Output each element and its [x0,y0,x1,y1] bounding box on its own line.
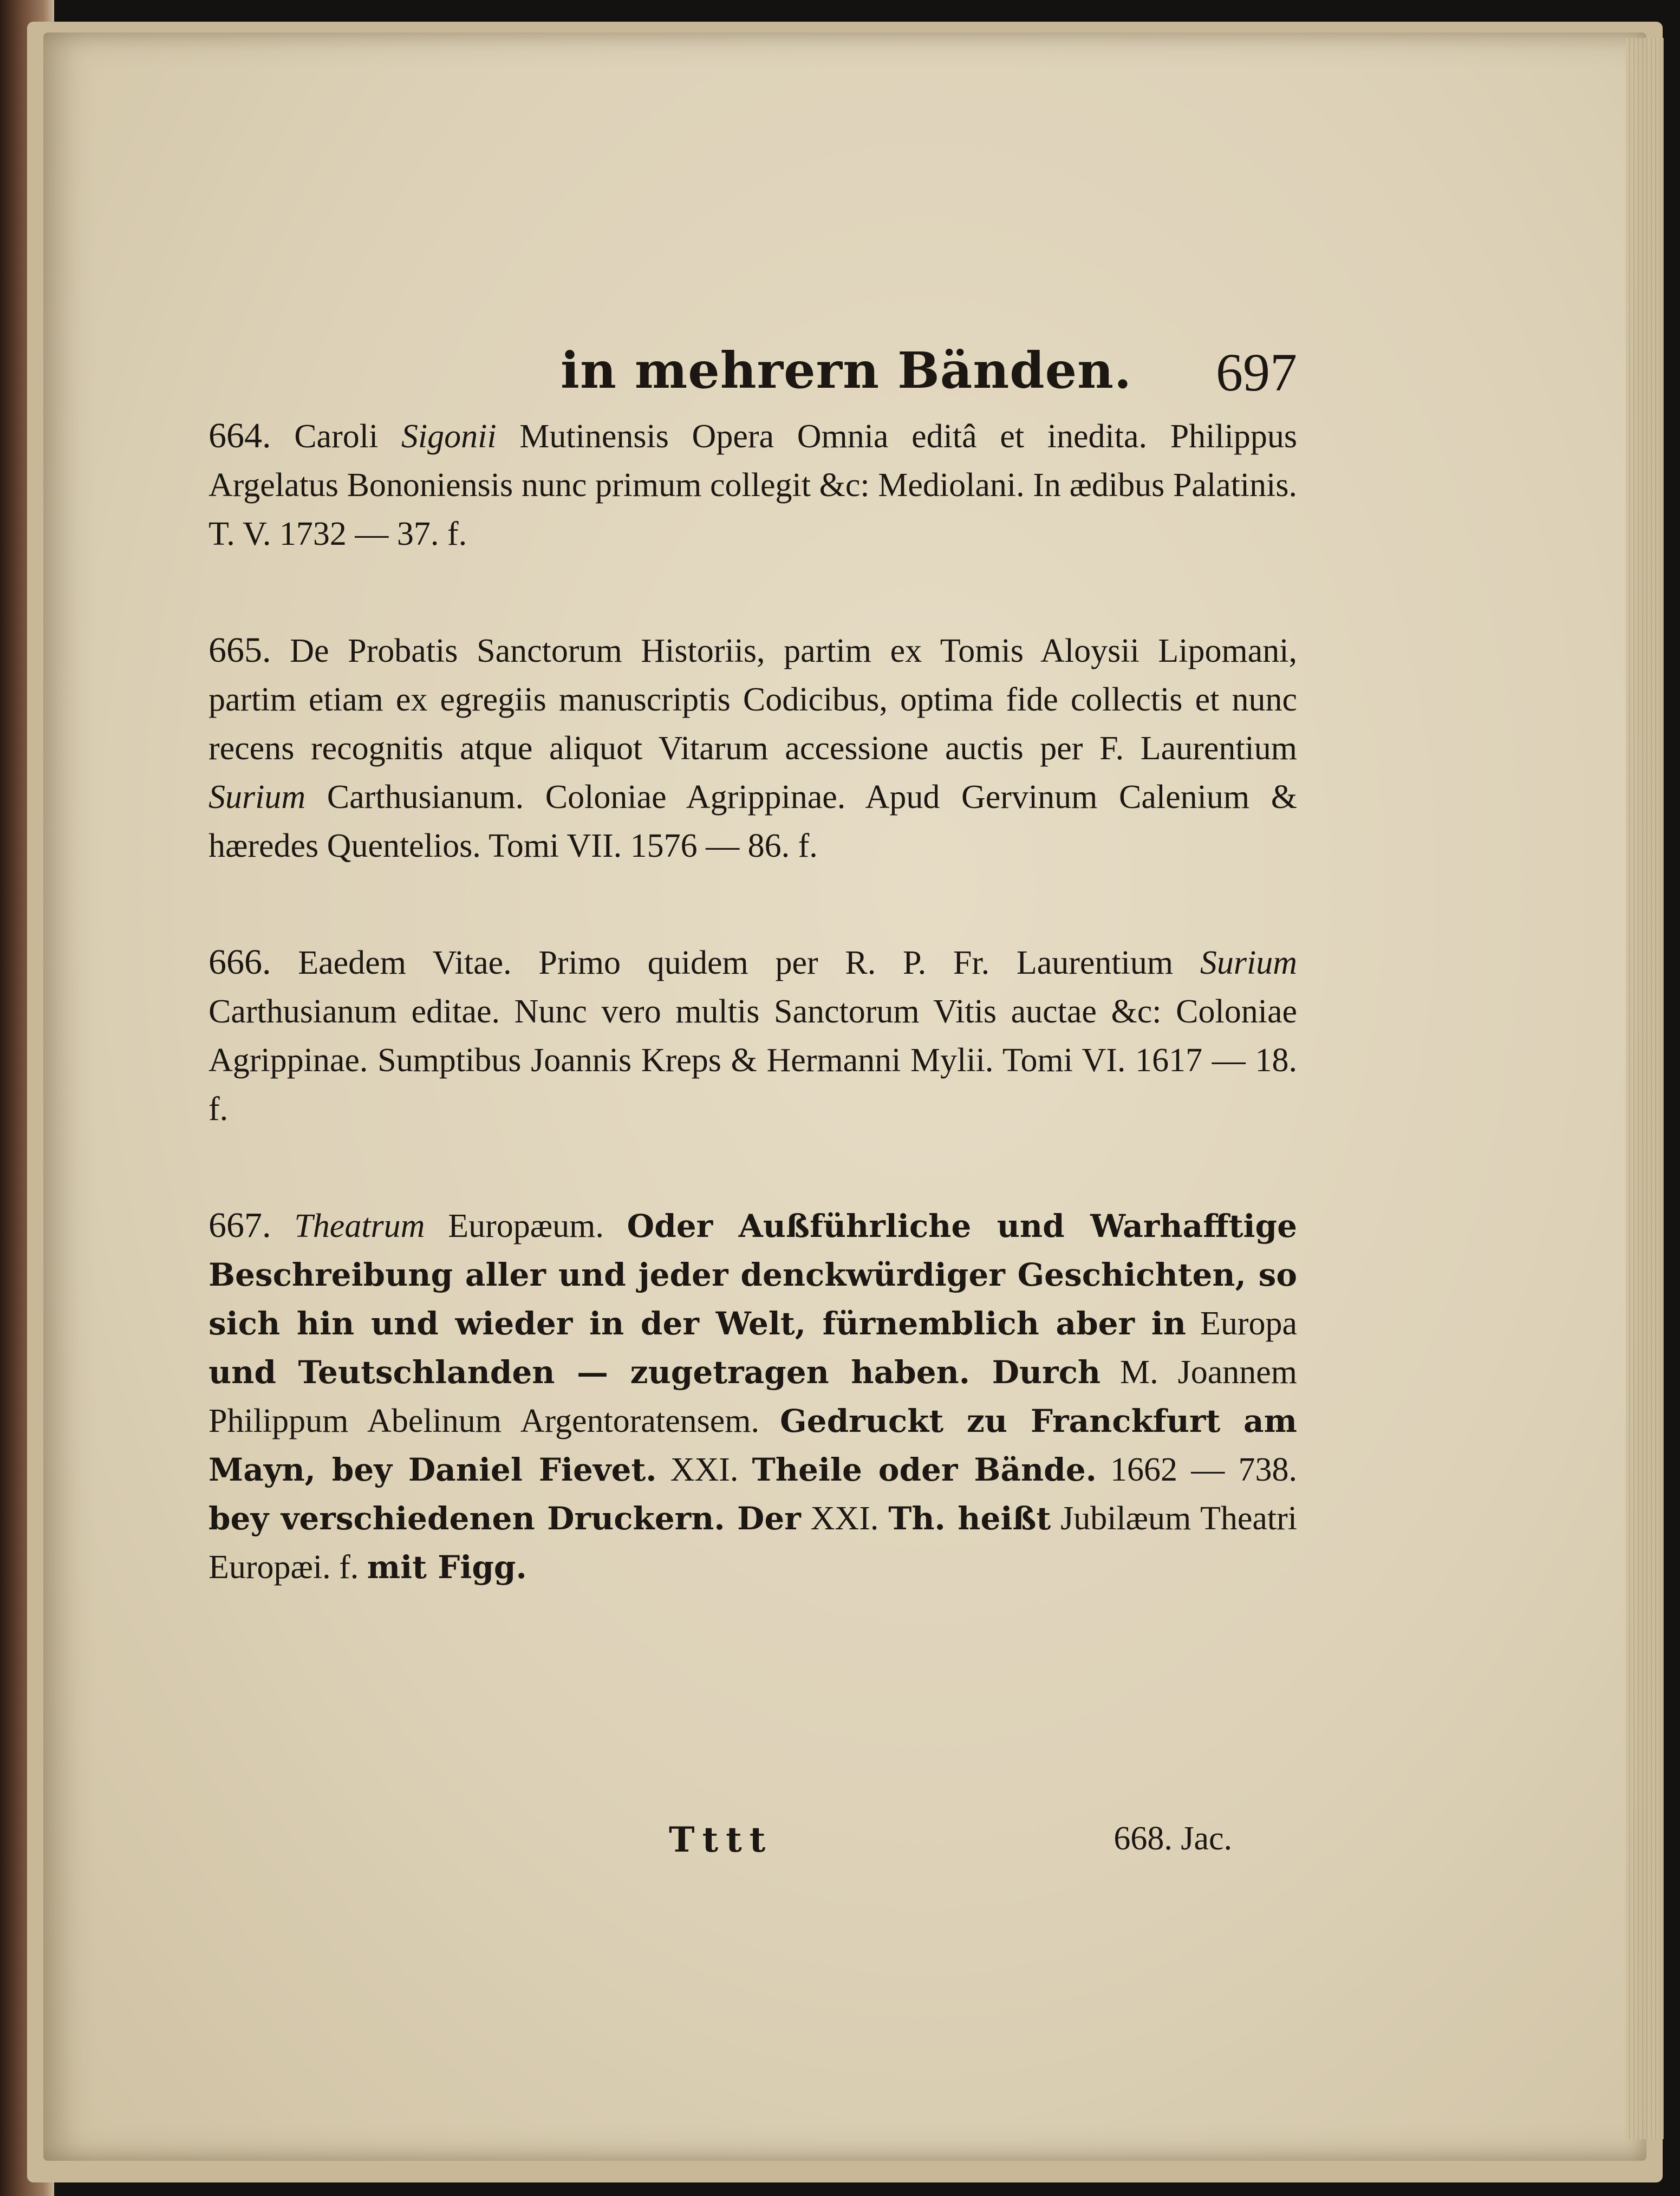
entry-text [209,626,1297,870]
entry-665 [209,626,1297,870]
entry-text-part: Caroli [294,418,401,455]
entry-fraktur: bey verschiedenen Druckern. Der [209,1500,801,1537]
entry-italic: Sigonii [401,418,497,455]
entry-italic: Surium [1200,944,1297,981]
entry-fraktur: Theile oder Bände. [752,1451,1097,1488]
entry-text-part: Europa [1186,1305,1297,1342]
entry-number: 665. [209,630,271,670]
page-edges [1626,38,1664,2139]
entry-666 [209,938,1297,1133]
entry-number: 664. [209,416,271,455]
page-text [209,330,1297,1659]
entry-fraktur: Oder Außführliche und Warhafftige Beschreibung aller und jeder denckwürdiger Geschichten, so sich hin und wieder in der Welt, fürnemblich aber in [209,1208,1297,1342]
page-footer [209,1820,1297,1874]
entry-text-part: De Probatis Sanctorum Historiis, partim ex Tomis Aloysii Lipomani, partim etiam ex egregiis manuscriptis Codicibus, optima fide collectis et nunc recens recognitis atque aliquot Vitarum accessione auctis per F. Laurentium [209,633,1297,767]
entry-text [209,412,1297,558]
page-header [209,330,1297,412]
entry-text-part: Eaedem Vitae. Primo quidem per R. P. Fr. Laurentium [298,944,1200,981]
entry-fraktur: mit Figg. [367,1549,527,1586]
entry-text-part: XXI. [800,1500,889,1537]
entry-text-part: Mutinensis Opera Omnia editâ et inedita. Philippus Argelatus Bononiensis nunc primum collegit &c: Mediolani. In ædibus Palatinis. T. V. 1732 — 37. f. [209,418,1297,552]
entry-text [209,1201,1297,1592]
entry-fraktur: Gedruckt zu Franckfurt am Mayn, bey Daniel Fievet. [209,1403,1298,1488]
entry-text-part: Jubilæum Theatri Europæi. f. [209,1500,1297,1586]
signature-mark: Tttt [669,1820,773,1860]
entry-text-part: Carthusianum editae. Nunc vero multis Sanctorum Vitis auctae &c: Coloniae Agrippinae. Sumptibus Joannis Kreps & Hermanni Mylii. Tomi VI. 1617 — 18. f. [209,993,1297,1128]
entry-fraktur: und Teutschlanden — zugetragen haben. Durch [209,1354,1101,1391]
entry-number: 666. [209,942,271,982]
entry-number: 667. [209,1205,271,1245]
entry-italic: Theatrum [294,1208,425,1244]
page-number: 697 [1216,342,1297,402]
entry-664 [209,412,1297,558]
entry-text-part: 1662 — 738. [1096,1451,1298,1488]
catchword: 668. Jac. [1114,1820,1232,1857]
entry-fraktur: Th. heißt [888,1500,1051,1537]
entry-italic: Surium [209,779,306,816]
entry-text-part: XXI. [656,1451,752,1488]
entry-text-part: Carthusianum. Coloniae Agrippinae. Apud Gervinum Calenium & hæredes Quentelios. Tomi VII. 1576 — 86. f. [209,779,1297,864]
running-head: in mehrern Bänden. [561,341,1132,400]
entry-text-part: Europæum. [425,1208,627,1244]
entry-667 [209,1201,1297,1592]
entry-text-part: M. Joannem Philippum Abelinum Argentoratensem. [209,1354,1297,1439]
entry-text [209,938,1297,1133]
